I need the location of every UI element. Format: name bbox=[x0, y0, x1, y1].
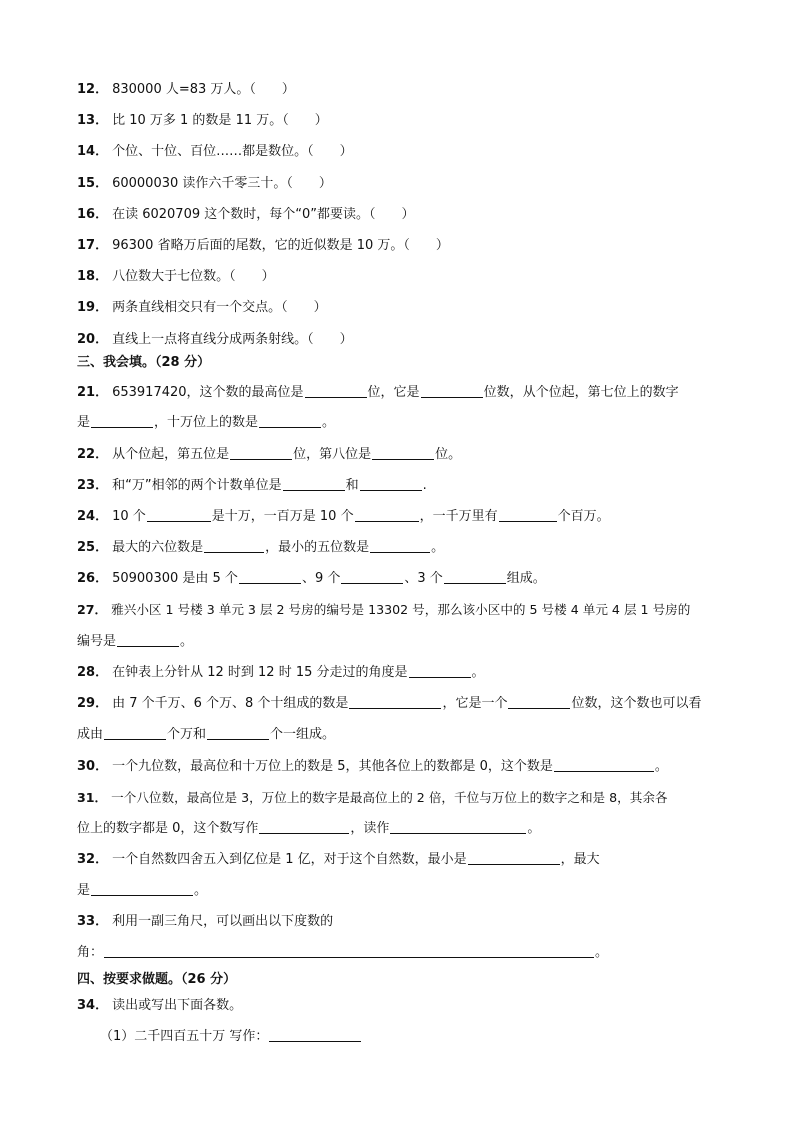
question-number: 29． bbox=[77, 696, 109, 711]
answer-blank[interactable] bbox=[207, 725, 269, 740]
question-29: 29． 由 7 个千万、6 个万、8 个十组成的数是 ，它是一个 位数，这个数也可以看 bbox=[77, 696, 702, 711]
answer-blank[interactable] bbox=[390, 819, 526, 834]
question-31: 31． 一个八位数，最高位是 3，万位上的数字是最高位上的 2 倍，千位与万位上的数字之和是 8，其余各 bbox=[77, 790, 668, 805]
section-3-heading bbox=[77, 353, 749, 373]
question-number: 32． bbox=[77, 852, 109, 867]
section-4-heading bbox=[77, 970, 749, 990]
answer-blank[interactable] bbox=[204, 538, 264, 553]
answer-blank[interactable] bbox=[554, 757, 654, 772]
answer-blank[interactable] bbox=[269, 1027, 361, 1042]
question-30: 30． 一个九位数，最高位和十万位上的数是 5，其他各位上的数都是 0，这个数是 。 bbox=[77, 759, 668, 774]
question-text: 60000030 读作六千零三十。（ bbox=[112, 176, 293, 191]
answer-blank[interactable] bbox=[372, 445, 434, 460]
question-24: 24． 10 个 是十万，一百万是 10 个 ，一千万里有 个百万。 bbox=[77, 509, 610, 524]
answer-blank[interactable] bbox=[370, 538, 430, 553]
question-number: 25． bbox=[77, 540, 109, 555]
question-26: 26． 50900300 是由 5 个 、9 个 、3 个 组成。 bbox=[77, 571, 546, 586]
answer-blank[interactable] bbox=[230, 445, 292, 460]
question-27: 27． 雅兴小区 1 号楼 3 单元 3 层 2 号房的编号是 13302 号，那么该小区中的 5 号楼 4 单元 4 层 1 号房的 bbox=[77, 602, 691, 617]
judgment-question bbox=[77, 80, 749, 100]
question-27-continued: 编号是 。 bbox=[77, 634, 194, 649]
answer-blank[interactable] bbox=[239, 569, 301, 584]
judgment-question bbox=[77, 236, 749, 256]
question-22: 22． 从个位起，第五位是 位，第八位是 位。 bbox=[77, 447, 462, 462]
question-number: 16． bbox=[77, 207, 109, 222]
paren-close: ） bbox=[339, 144, 353, 159]
question-number: 26． bbox=[77, 571, 109, 586]
judgment-question bbox=[77, 111, 749, 131]
question-25: 25． 最大的六位数是 ，最小的五位数是 。 bbox=[77, 540, 445, 555]
question-33: 33． 利用一副三角尺，可以画出以下度数的 bbox=[77, 914, 334, 929]
question-number: 23． bbox=[77, 478, 109, 493]
answer-blank[interactable] bbox=[117, 632, 179, 647]
answer-blank[interactable] bbox=[355, 507, 419, 522]
question-number: 33． bbox=[77, 914, 109, 929]
answer-blank[interactable] bbox=[499, 507, 557, 522]
question-number: 15． bbox=[77, 176, 109, 191]
question-number: 31． bbox=[77, 790, 108, 805]
question-number: 22． bbox=[77, 447, 109, 462]
paren-close: ） bbox=[401, 207, 415, 222]
question-23: 23． 和“万”相邻的两个计数单位是 和 . bbox=[77, 478, 427, 493]
section-4-title: 四、按要求做题。（26 分） bbox=[77, 972, 237, 987]
question-number: 13． bbox=[77, 113, 109, 128]
judgment-question bbox=[77, 267, 749, 287]
section-3-title: 三、我会填。（28 分） bbox=[77, 355, 211, 370]
answer-blank[interactable] bbox=[341, 569, 403, 584]
answer-blank[interactable] bbox=[104, 725, 166, 740]
answer-blank[interactable] bbox=[468, 850, 560, 865]
answer-blank[interactable] bbox=[104, 943, 594, 958]
answer-blank[interactable] bbox=[91, 881, 193, 896]
question-text: 830000 人=83 万人。（ bbox=[112, 82, 256, 97]
paren-close: ） bbox=[339, 332, 353, 347]
question-33-continued: 角： 。 bbox=[77, 945, 609, 960]
question-number: 27． bbox=[77, 602, 108, 617]
answer-blank[interactable] bbox=[349, 694, 441, 709]
question-number: 14． bbox=[77, 144, 109, 159]
paren-close: ） bbox=[281, 82, 295, 97]
question-21-continued: 是 ，十万位上的数是 。 bbox=[77, 415, 336, 430]
question-32-continued: 是 。 bbox=[77, 883, 208, 898]
question-number: 18． bbox=[77, 269, 109, 284]
question-34: 34． 读出或写出下面各数。 bbox=[77, 998, 243, 1013]
question-text: 比 10 万多 1 的数是 11 万。（ bbox=[112, 113, 289, 128]
answer-blank[interactable] bbox=[444, 569, 506, 584]
question-number: 19． bbox=[77, 300, 109, 315]
answer-blank[interactable] bbox=[421, 383, 483, 398]
paren-close: ） bbox=[435, 238, 449, 253]
paren-close: ） bbox=[318, 176, 332, 191]
answer-blank[interactable] bbox=[409, 663, 471, 678]
question-text: 在读 6020709 这个数时，每个“0”都要读。（ bbox=[112, 207, 376, 222]
question-number: 20． bbox=[77, 332, 109, 347]
question-number: 21． bbox=[77, 385, 109, 400]
question-text: 直线上一点将直线分成两条射线。（ bbox=[112, 332, 314, 347]
question-32: 32． 一个自然数四舍五入到亿位是 1 亿，对于这个自然数，最小是 ，最大 bbox=[77, 852, 600, 867]
judgment-question bbox=[77, 330, 749, 350]
judgment-question bbox=[77, 174, 749, 194]
question-text: 个位、十位、百位……都是数位。（ bbox=[112, 144, 314, 159]
question-21: 21． 653917420，这个数的最高位是 位，它是 位数，从个位起，第七位上的数字 bbox=[77, 385, 679, 400]
paren-close: ） bbox=[314, 113, 328, 128]
paren-close: ） bbox=[313, 300, 327, 315]
question-number: 24． bbox=[77, 509, 109, 524]
judgment-question bbox=[77, 142, 749, 162]
question-number: 34． bbox=[77, 998, 109, 1013]
question-31-continued: 位上的数字都是 0，这个数写作 ，读作 。 bbox=[77, 821, 541, 836]
question-29-continued: 成由 个万和 个一组成。 bbox=[77, 727, 336, 742]
question-number: 30． bbox=[77, 759, 109, 774]
answer-blank[interactable] bbox=[360, 476, 422, 491]
answer-blank[interactable] bbox=[259, 819, 349, 834]
answer-blank[interactable] bbox=[305, 383, 367, 398]
question-number: 12． bbox=[77, 82, 109, 97]
question-text: 八位数大于七位数。（ bbox=[112, 269, 236, 284]
answer-blank[interactable] bbox=[259, 413, 321, 428]
answer-blank[interactable] bbox=[508, 694, 570, 709]
question-number: 17． bbox=[77, 238, 109, 253]
paren-close: ） bbox=[261, 269, 275, 284]
question-28: 28． 在钟表上分针从 12 时到 12 时 15 分走过的角度是 。 bbox=[77, 665, 485, 680]
answer-blank[interactable] bbox=[91, 413, 153, 428]
question-text: 两条直线相交只有一个交点。（ bbox=[112, 300, 288, 315]
question-text: 96300 省略万后面的尾数，它的近似数是 10 万。（ bbox=[112, 238, 410, 253]
question-34-sub-1: （1）二千四百五十万 写作： bbox=[100, 1027, 772, 1047]
question-number: 28． bbox=[77, 665, 109, 680]
answer-blank[interactable] bbox=[147, 507, 211, 522]
answer-blank[interactable] bbox=[283, 476, 345, 491]
judgment-question bbox=[77, 298, 749, 318]
judgment-question bbox=[77, 205, 749, 225]
